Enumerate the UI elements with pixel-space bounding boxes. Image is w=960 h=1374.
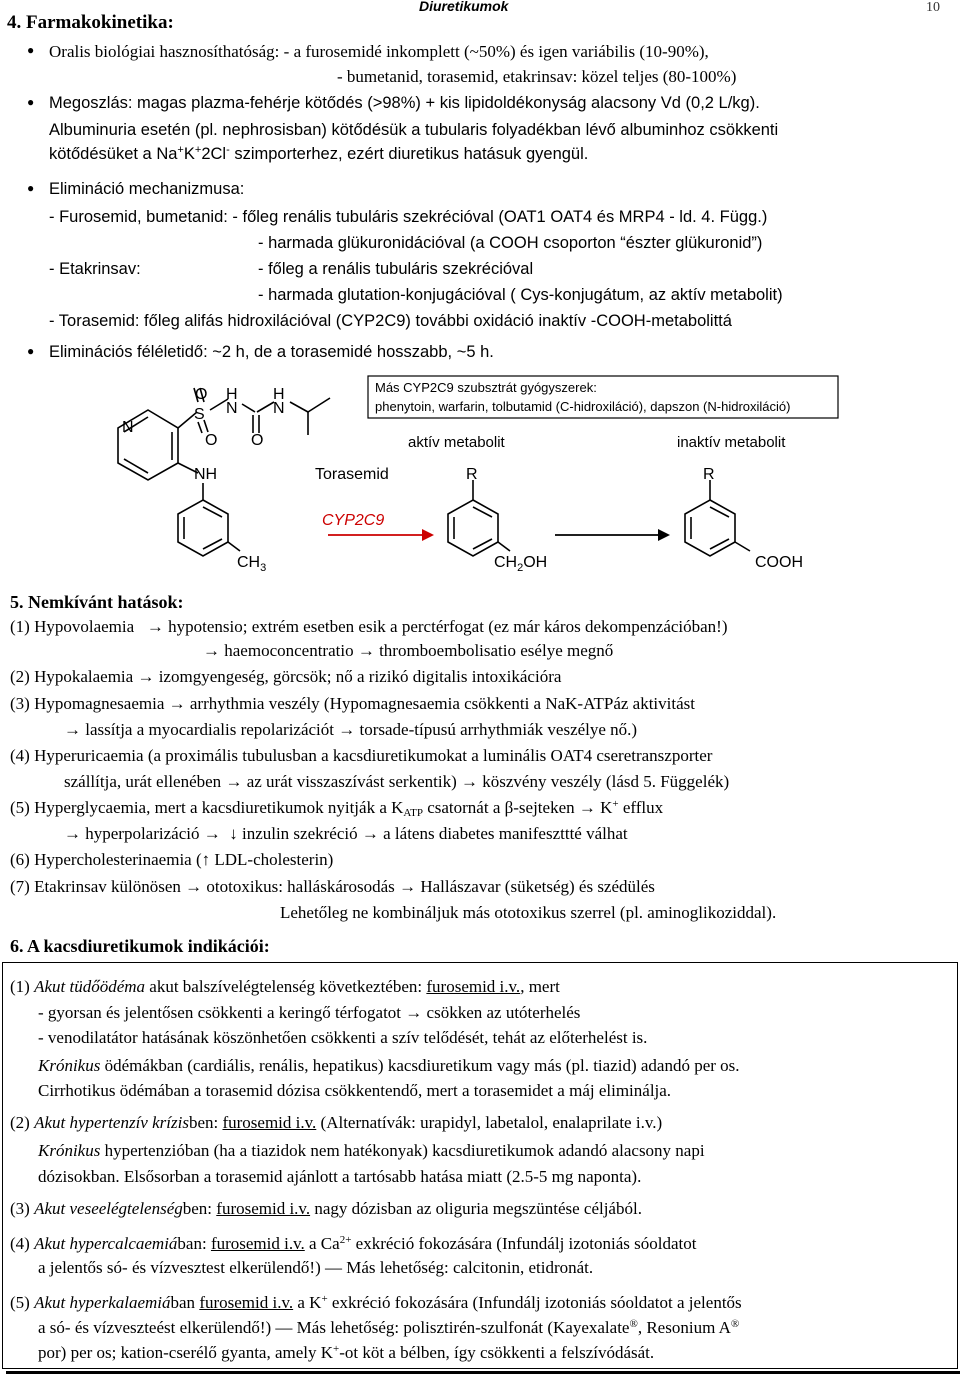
indication-1: (1) Akut tüdőödéma akut balszívelégtelenség következtében: furosemid i.v., mert bbox=[10, 977, 560, 996]
atom-N-1: N bbox=[226, 400, 238, 417]
arrow-icon: → bbox=[137, 667, 155, 686]
indication-1b: - gyorsan és jelentősen csökkenti a keringő térfogatot → csökken az utóterhelés bbox=[38, 1003, 581, 1022]
arrow-icon: → bbox=[338, 720, 356, 739]
bullet-half-life: ● Eliminációs féléletidő: ~2 h, de a torasemidé hosszabb, ~5 h. bbox=[49, 343, 494, 362]
elimination-glutathione: - harmada glutation-konjugációval ( Cys-konjugátum, az aktív metabolit) bbox=[258, 286, 783, 304]
arrow-icon: → bbox=[168, 694, 186, 713]
arrow-head-2 bbox=[658, 529, 670, 541]
atom-CH3: $CH_3$ bbox=[237, 554, 267, 574]
adverse-4: (4) Hyperuricaemia (a proximális tubulusban a kacsdiuretikumokat a luminális OAT4 cseretranszporter bbox=[10, 746, 713, 765]
torasemid-metabolism-figure bbox=[110, 370, 850, 595]
indication-1d: Krónikus ödémákban (cardiális, renális, hepatikus) kacsdiuretikum vagy más (pl. tiazid) adandó per os. bbox=[38, 1056, 740, 1075]
adverse-6: (6) Hypercholesterinaemia (↑ LDL-cholesterin) bbox=[10, 850, 334, 869]
atom-H-2: H bbox=[273, 386, 285, 403]
indication-4b: a jelentős só- és vízvesztest elkerülendő!) — Más lehetőség: calcitonin, etidronát. bbox=[38, 1258, 594, 1277]
arrow-icon: → bbox=[357, 641, 375, 660]
section-4-title: 4. Farmakokinetika: bbox=[7, 12, 174, 33]
atom-R-2: R bbox=[703, 466, 715, 483]
atom-N-pyridine: N bbox=[122, 419, 134, 436]
indication-2b: Krónikus hypertenzióban (ha a tiazidok nem hatékonyak) kacsdiuretikumok adandó alacsony napi bbox=[38, 1141, 705, 1160]
distribution-line3: kötődésüket a Na+K+2Cl- szimporterhez, ezért diuretikus hatásuk gyengül. bbox=[49, 144, 589, 163]
arrow-icon: → bbox=[361, 824, 379, 843]
arrow-icon: → bbox=[203, 641, 220, 660]
indication-5: (5) Akut hyperkalaemiában furosemid i.v. a K+ exkréció fokozására (Infundálj izotoniás sóoldatot a jelentős bbox=[10, 1293, 742, 1312]
adverse-2: (2) Hypokalaemia → izomgyengeség, görcsök; nő a rizikó digitalis intoxikációra bbox=[10, 667, 562, 686]
atom-R-1: R bbox=[466, 466, 478, 483]
arrow-head-1 bbox=[422, 529, 434, 541]
adverse-5b: → hyperpolarizáció → ↓ inzulin szekréció → a látens diabetes manifeszttté válhat bbox=[64, 824, 628, 843]
adverse-5: (5) Hyperglycaemia, mert a kacsdiuretikumok nyitják a $K_{ATP}$ csatornát a β-sejteken → K+ efflux bbox=[10, 798, 664, 819]
bullet-bioavailability: ● Oralis biológiai hasznosíthatóság: - a furosemidé inkomplett (~50%) és igen variábilis (10-90%), bbox=[49, 42, 709, 62]
arrow-icon: → bbox=[203, 824, 221, 843]
bullet-distribution: ● Megoszlás: magas plazma-fehérje kötődés (>98%) + kis lipidoldékonyság alacsony Vd (0,2 L/kg). bbox=[49, 94, 760, 113]
tolyl-ring bbox=[178, 500, 228, 556]
indication-5c: por) per os; kation-cserélő gyanta, amely K+-ot köt a bélben, így csökkenti a felszívódását. bbox=[38, 1343, 655, 1362]
adverse-7b: Lehetőleg ne kombináljuk más ototoxikus szerrel (pl. aminoglikoziddal). bbox=[280, 903, 777, 922]
atom-O-bottom: O bbox=[205, 432, 218, 449]
arrow-icon: → bbox=[405, 1003, 423, 1022]
arrow-icon: → bbox=[185, 877, 203, 896]
atom-CH2OH: $CH_2OH$ bbox=[494, 554, 548, 574]
cyp-box-line1: Más CYP2C9 szubsztrát gyógyszerek: bbox=[375, 380, 597, 395]
arrow-icon: → bbox=[146, 617, 164, 636]
indication-1c: - venodilatátor hatásának köszönhetően csökkenti a szív telődését, tehát az előterhelést is. bbox=[38, 1028, 648, 1047]
arrow-icon: → bbox=[64, 720, 81, 739]
metabolite-ring-2 bbox=[685, 500, 735, 556]
indication-4: (4) Akut hypercalcaemiában: furosemid i.v. a $Ca^{2+}$ exkréció fokozására (Infundálj izotoniás sóoldatot bbox=[10, 1234, 697, 1253]
section-5-title: 5. Nemkívánt hatások: bbox=[10, 592, 184, 612]
arrow-icon: → bbox=[461, 772, 478, 791]
adverse-1b: → haemoconcentratio → thromboembolisatio esélye megnő bbox=[203, 641, 614, 660]
arrow-icon: → bbox=[225, 772, 243, 791]
page-number: 10 bbox=[926, 0, 940, 15]
indication-2c: dózisokban. Elsősorban a torasemid ajánlott a tartósabb hatása miatt (2.5-5 mg naponta). bbox=[38, 1167, 642, 1186]
section-6-title: 6. A kacsdiuretikumok indikációi: bbox=[10, 936, 270, 956]
adverse-3b: → lassítja a myocardialis repolarizációt → torsade-típusú arrhythmiák veszélye nő.) bbox=[64, 720, 638, 739]
active-metabolite-label: aktív metabolit bbox=[408, 434, 505, 451]
indication-5b: a só- és vízveszteést elkerülendő!) — Más lehetőség: polisztirén-szulfonát (Kayexalate®, Resonium A® bbox=[38, 1318, 740, 1337]
adverse-4b: szállítja, urát ellenében → az urát visszaszívást serkentik) → köszvény veszély (lásd 5. Függelék) bbox=[64, 772, 730, 791]
metabolite-ring-1 bbox=[448, 500, 498, 556]
adverse-3: (3) Hypomagnesaemia → arrhythmia veszély (Hypomagnesaemia csökkenti a NaK-ATPáz aktivitást bbox=[10, 694, 695, 713]
arrow-icon: → bbox=[578, 798, 596, 817]
elimination-etakrinsav: - főleg a renális tubuláris szekrécióval bbox=[258, 260, 534, 278]
elimination-glucuronidation: - harmada glükuronidációval (a COOH csoporton “észter glükuronid”) bbox=[258, 234, 763, 252]
distribution-line2: Albuminuria esetén (pl. nephrosisban) kötődésük a tubularis folyadékban lévő albuminhoz csökkenti bbox=[49, 121, 779, 139]
elimination-furosemid: - Furosemid, bumetanid: - főleg renális tubuláris szekrécióval (OAT1 OAT4 és MRP4 - ld. 4. Függ.) bbox=[49, 208, 768, 226]
arrow-icon: → bbox=[399, 877, 417, 896]
atom-O-top: O bbox=[195, 386, 208, 403]
adverse-7: (7) Etakrinsav különösen → ototoxikus: halláskárosodás → Hallászavar (süketség) és szédülés bbox=[10, 877, 655, 896]
atom-COOH: COOH bbox=[755, 554, 803, 571]
elimination-etakrinsav-label: - Etakrinsav: bbox=[49, 260, 141, 278]
atom-H-1: H bbox=[226, 386, 238, 403]
atom-O-urea: O bbox=[251, 432, 264, 449]
inactive-metabolite-label: inaktív metabolit bbox=[677, 434, 786, 451]
up-arrow-icon: ↑ bbox=[201, 850, 211, 869]
adverse-1: (1) Hypovolaemia → hypotensio; extrém esetben esik a perctérfogat (ez már káros dekompenzációban!) bbox=[10, 617, 728, 636]
bioavailability-line2: - bumetanid, torasemid, etakrinsav: közel teljes (80-100%) bbox=[337, 67, 737, 86]
atom-NH: NH bbox=[194, 466, 218, 483]
cyp-box-line2: phenytoin, warfarin, tolbutamid (C-hidroxiláció), dapszon (N-hidroxiláció) bbox=[375, 399, 791, 414]
atom-S: S bbox=[194, 406, 205, 423]
down-arrow-icon: ↓ bbox=[229, 824, 238, 843]
elimination-torasemid: - Torasemid: főleg alifás hidroxilációval (CYP2C9) további oxidáció inaktív -COOH-metabolittá bbox=[49, 312, 732, 330]
indication-1e: Cirrhotikus ödémában a torasemid dózisa csökkentendő, mert a torasemidet a máj eliminálja. bbox=[38, 1081, 672, 1100]
cyp2c9-label: CYP2C9 bbox=[322, 512, 385, 529]
indication-3: (3) Akut veseelégtelenségben: furosemid i.v. nagy dózisban az oliguria megszüntése céljából. bbox=[10, 1199, 642, 1218]
torasemid-label: Torasemid bbox=[315, 466, 389, 483]
arrow-icon: → bbox=[64, 824, 81, 843]
indication-2: (2) Akut hypertenzív krízisben: furosemid i.v. (Alternatívák: urapidyl, labetalol, enalaprilate i.v.) bbox=[10, 1113, 663, 1132]
atom-N-2: N bbox=[273, 400, 285, 417]
bullet-elimination: ● Elimináció mechanizmusa: bbox=[49, 180, 244, 199]
running-header: Diuretikumok bbox=[419, 0, 509, 14]
